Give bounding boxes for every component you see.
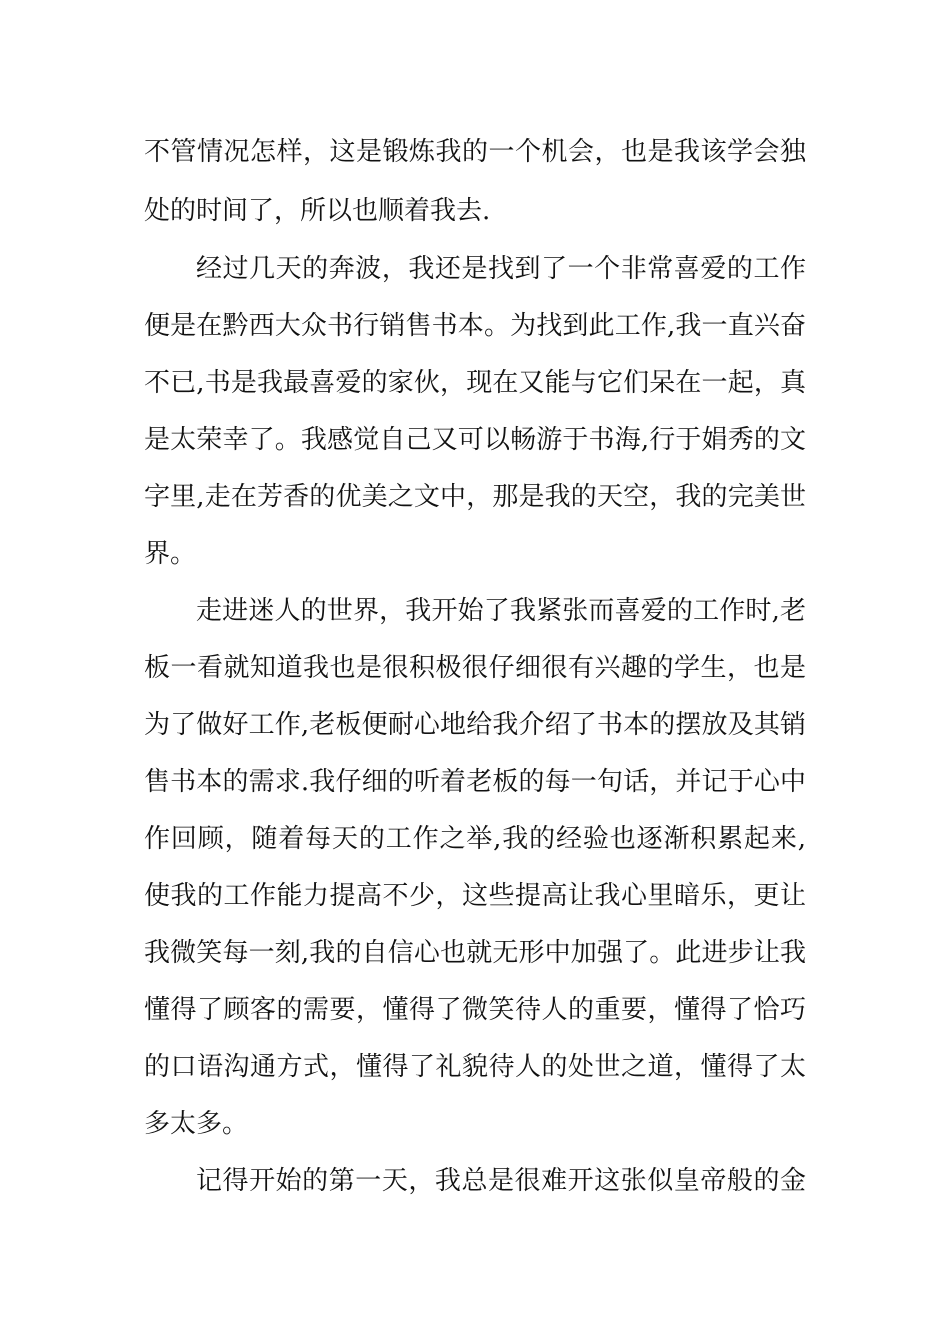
text-line: 经过几天的奔波，我还是找到了一个非常喜爱的工作 <box>196 254 806 284</box>
text-line: 记得开始的第一天，我总是很难开这张似皇帝般的金 <box>196 1166 806 1196</box>
text-line: 界。 <box>144 539 197 569</box>
text-line: 字里,走在芳香的优美之文中，那是我的天空，我的完美世 <box>144 482 806 512</box>
text-line: 多太多。 <box>144 1109 249 1139</box>
text-line: 处的时间了，所以也顺着我去. <box>144 196 491 226</box>
text-line: 板一看就知道我也是很积极很仔细很有兴趣的学生，也是 <box>144 653 806 683</box>
text-line: 便是在黔西大众书行销售书本。为找到此工作,我一直兴奋 <box>144 311 806 341</box>
text-line: 走进迷人的世界，我开始了我紧张而喜爱的工作时,老 <box>196 596 806 626</box>
text-line: 不管情况怎样，这是锻炼我的一个机会，也是我该学会独 <box>144 137 806 167</box>
text-line: 不已,书是我最喜爱的家伙，现在又能与它们呆在一起，真 <box>144 368 806 398</box>
text-line: 售书本的需求.我仔细的听着老板的每一句话，并记于心中 <box>144 767 806 797</box>
text-line: 作回顾，随着每天的工作之举,我的经验也逐渐积累起来, <box>144 824 806 854</box>
text-line: 为了做好工作,老板便耐心地给我介绍了书本的摆放及其销 <box>144 710 806 740</box>
text-line: 使我的工作能力提高不少，这些提高让我心里暗乐，更让 <box>144 881 806 911</box>
text-line: 我微笑每一刻,我的自信心也就无形中加强了。此进步让我 <box>144 938 806 968</box>
text-line: 是太荣幸了。我感觉自己又可以畅游于书海,行于娟秀的文 <box>144 425 806 455</box>
text-line: 的口语沟通方式，懂得了礼貌待人的处世之道，懂得了太 <box>144 1052 806 1082</box>
text-line: 懂得了顾客的需要，懂得了微笑待人的重要，懂得了恰巧 <box>144 995 806 1025</box>
